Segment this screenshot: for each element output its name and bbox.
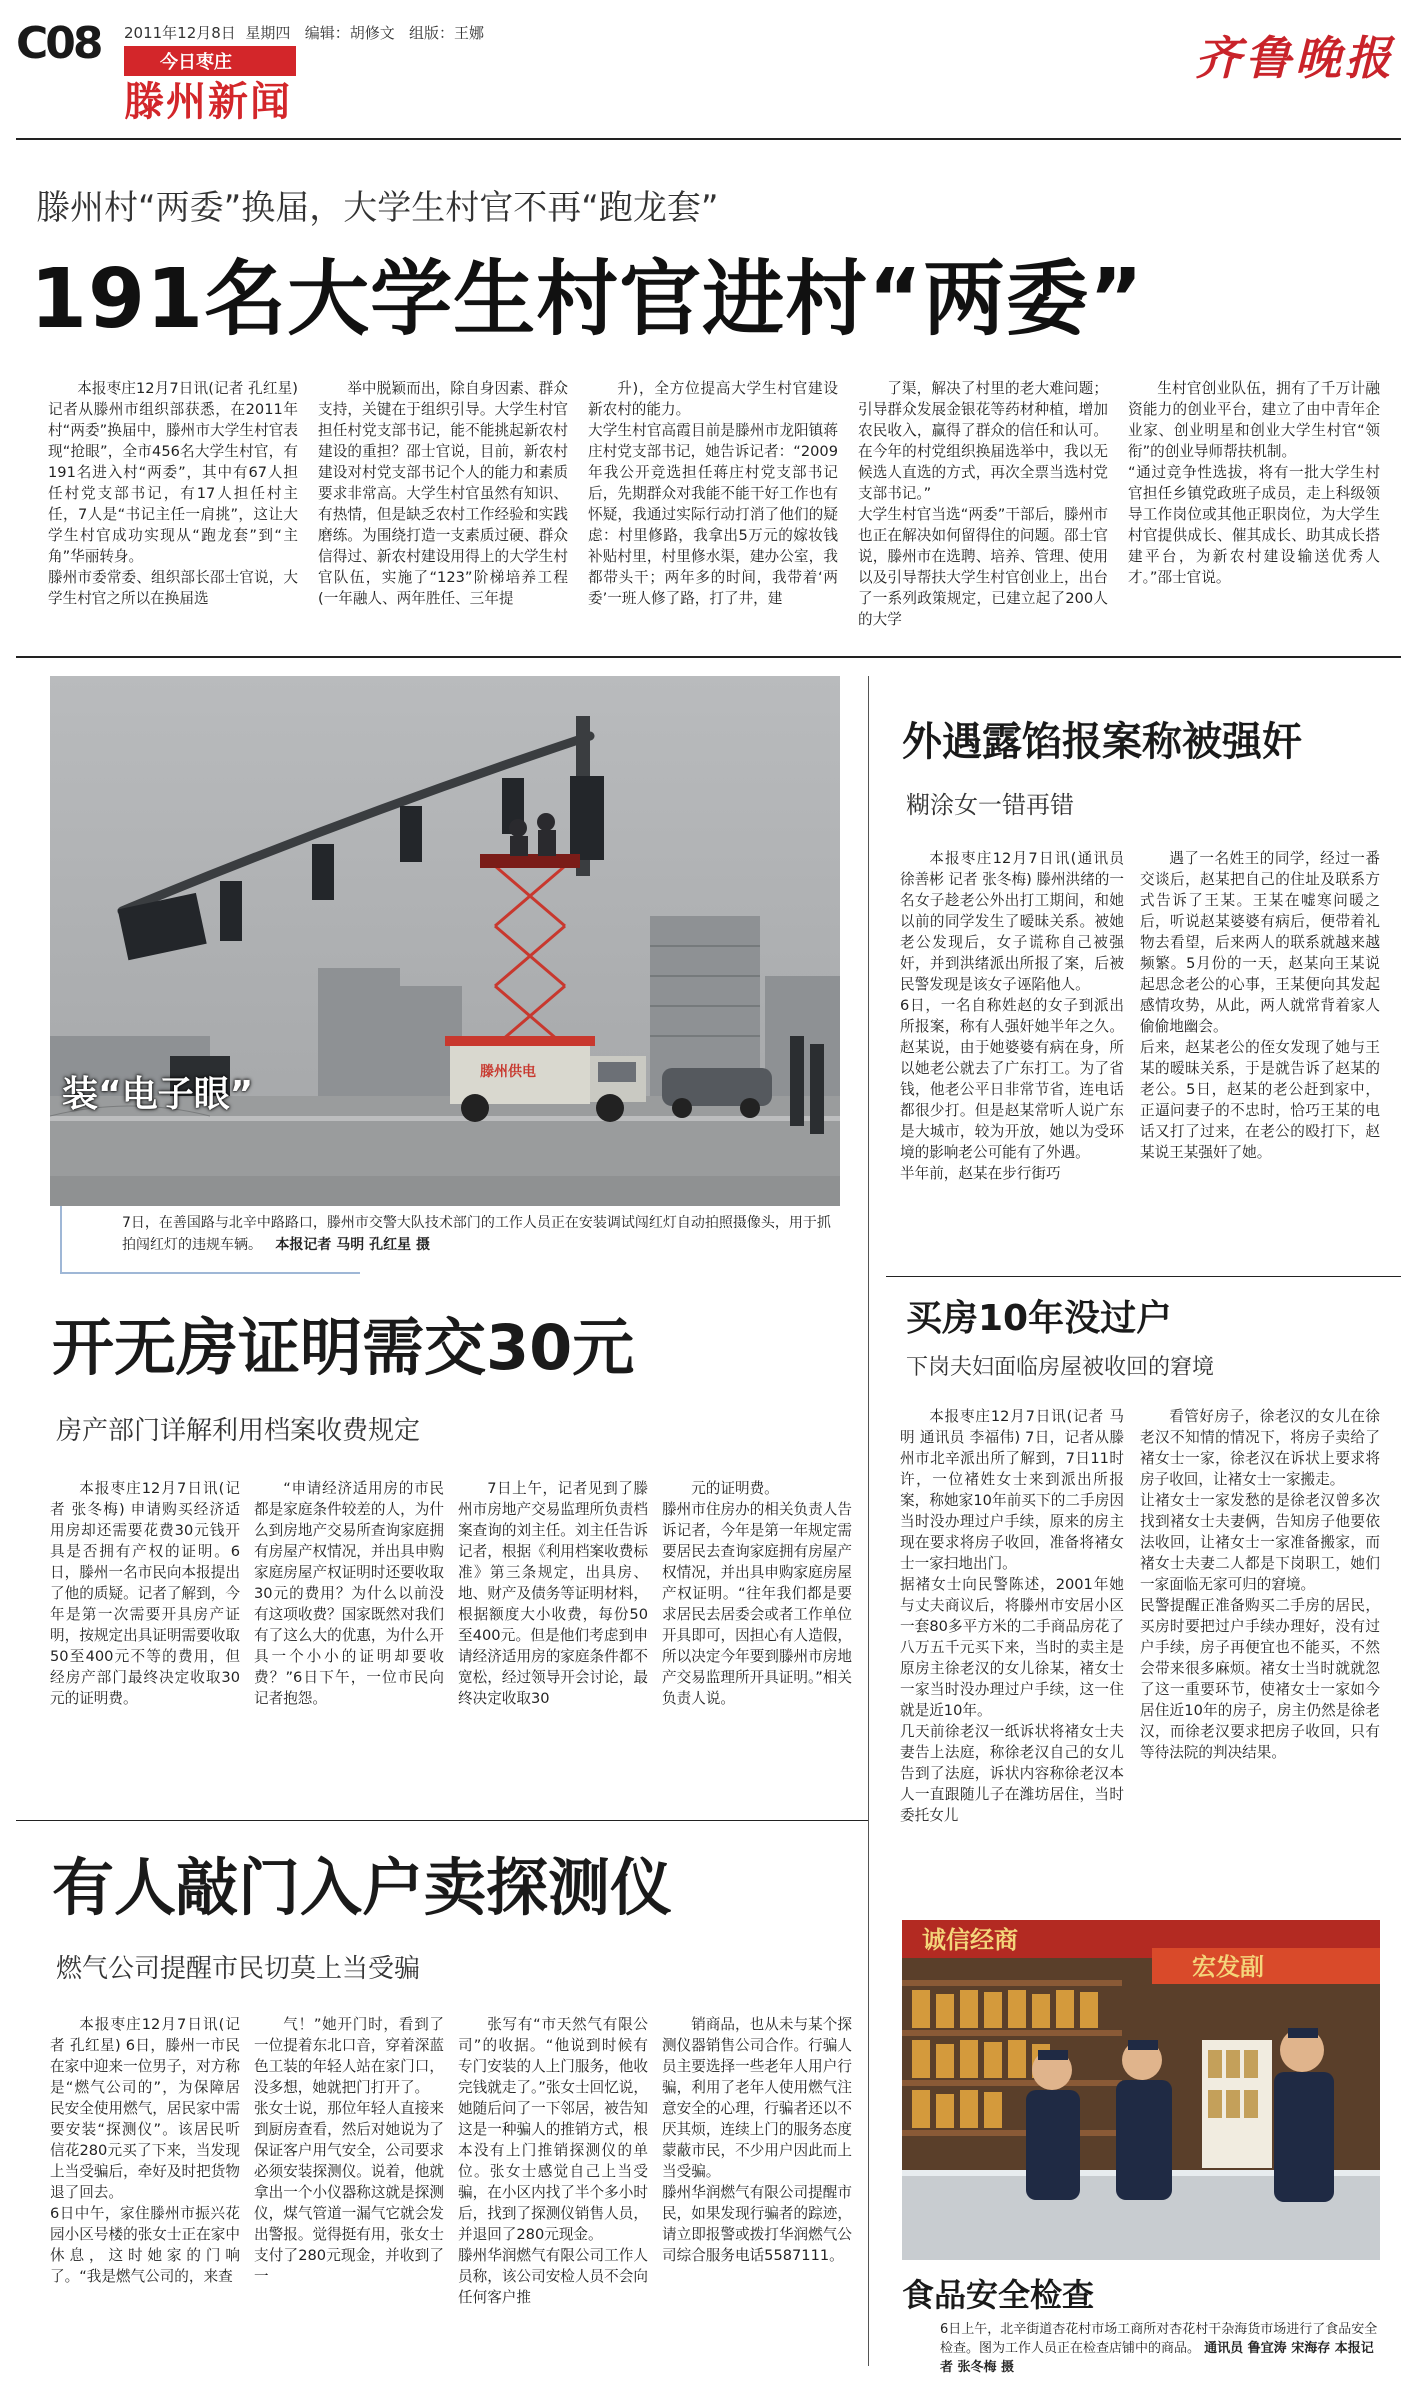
a3-col-4-text: 元的证明费。 滕州市住房办的相关负责人告诉记者，今年是第一年规定需要居民去查询家庭拥有房屋产权情况，并出具申购家庭房屋产权证明。“往年我们都是要求居民去居委会或者工作单位开具即可，因担心有人造假，所以决定今年要到滕州市房地产交易监理所开具证明。”相关负责人说。: [662, 1480, 852, 1707]
a5-col-1-text: 本报枣庄12月7日讯(记者 孔红星) 6日，滕州一市民在家中迎来一位男子，对方称是“燃气公司的”，为保障居民安全使用燃气，居民家中需要安装“探测仪”。该居民听信花280元买了下来，当发现上当受骗后，牵好及时把货物退了回去。 6日中午，家住滕州市振兴花园小区号楼的张女士正在家中休息，这时她家的门响了。“我是燃气公司的，来查: [50, 2016, 240, 2285]
photo2-label: 食品安全检查: [902, 2276, 1095, 2314]
a2-col-1: [900, 848, 1124, 1268]
section-tag: [124, 46, 296, 128]
a3-bottom-rule: [16, 1820, 868, 1821]
a1-col-5: [1128, 378, 1380, 640]
section-top: 今日枣庄: [124, 46, 296, 76]
a5-col-4: [662, 2014, 852, 2370]
photo2-caption-box: [940, 2320, 1380, 2377]
layout-credit: 组版：王娜: [409, 24, 485, 42]
a3-col-3: [458, 1478, 648, 1798]
a5-col-1: [50, 2014, 240, 2370]
a5-title: 有人敲门入户卖探测仪: [52, 1851, 673, 1924]
a4-title: 买房10年没过户: [906, 1298, 1173, 1339]
a5-col-2-text: 气！”她开门时，看到了一位提着东北口音，穿着深蓝色工装的年轻人站在家门口，没多想，她就把门打开了。 张女士说，那位年轻人直接来到厨房查看，然后对她说为了保证客户用气安全，公司要求必须安装探测仪。说着，他就拿出一个小仪器称这就是探测仪，煤气管道一漏气它就会发出警报。觉得挺有用，张女士支付了280元现金，并收到了一: [254, 2016, 444, 2285]
editor-credit: 编辑：胡修文: [304, 24, 395, 42]
photo1-caption: 7日，在善国路与北辛中路路口，滕州市交警大队技术部门的工作人员正在安装调试闯红灯自动拍照摄像头，用于抓拍闯红灯的违规车辆。: [122, 1215, 831, 1253]
a3-title: 开无房证明需交30元: [52, 1311, 635, 1384]
a1-col-4-text: 了渠，解决了村里的老大难问题；引导群众发展金银花等药材种植，增加农民收入，赢得了群众的信任和认可。在今年的村党组织换届选举中，我以无候选人直选的方式，再次全票当选村党支部书记。” 大学生村官当选“两委”干部后，滕州市也正在解决如何留得住的问题。邵士官说，滕州市在选聘、培养、管理、使用以及引导帮扶大学生村官创业上，出台了一系列政策规定，已建立起了200人的大学: [858, 380, 1108, 628]
a1-col-1-text: 本报枣庄12月7日讯(记者 孔红星) 记者从滕州市组织部获悉，在2011年村“两委”换届中，滕州市大学生村官表现“抢眼”，全市456名大学生村官，有191名进入村“两委”，其中有67人担任村党支部书记，有17人担任村主任，7人是“书记主任一肩挑”，这让大学生村官成功实现从“跑龙套”到“主角”华丽转身。 滕州市委常委、组织部长邵士官说，大学生村官之所以在换届选: [48, 380, 298, 607]
column-divider: [868, 676, 869, 2366]
a4-col-2-text: 看管好房子，徐老汉的女儿在徐老汉不知情的情况下，将房子卖给了褚女士一家，徐老汉在诉状上要求将房子收回，让褚女士一家搬走。 让褚女士一家发愁的是徐老汉曾多次找到褚女士夫妻俩，告知房子他要依法收回，让褚女士一家准备搬家，而褚女士夫妻二人都是下岗职工，她们一家面临无家可归的窘境。 民警提醒正准备购买二手房的居民，买房时要把过户手续办理好，没有过户手续，房子再便宜也不能买，不然会带来很多麻烦。褚女士当时就就忽了这一重要环节，使褚女士一家如今居住近10年的房子，房主仍然是徐老汉，而徐老汉要求把房子收回，只有等待法院的判决结果。: [1140, 1408, 1380, 1761]
a1-col-5-text: 生村官创业队伍，拥有了千万计融资能力的创业平台，建立了由中青年企业家、创业明星和创业大学生村官“领衔”的创业导师帮扶机制。 “通过竞争性选拔，将有一批大学生村官担任乡镇党政班子成员，走上科级领导工作岗位或其他正职岗位，为大学生村官提供成长、催其成长、助其成长搭建平台，为新农村建设输送优秀人才。”邵士官说。: [1128, 380, 1380, 586]
a5-col-3: [458, 2014, 648, 2370]
page-number: C08: [16, 18, 101, 69]
photo-traffic-camera: [50, 676, 840, 1206]
a3-col-1-text: 本报枣庄12月7日讯(记者 张冬梅) 申请购买经济适用房却还需要花费30元钱开具是否拥有产权的证明。6日，滕州一名市民向本报提出了他的质疑。记者了解到，今年是第一次需要开具房产证明，按规定出具证明需要收取50至400元不等的费用，但经房产部门最终决定收取30元的证明费。: [50, 1480, 240, 1707]
a1-col-2-text: 举中脱颖而出，除自身因素、群众支持，关键在于组织引导。大学生村官担任村党支部书记，能不能挑起新农村建设的重担？邵士官说，目前，新农村建设对村党支部书记个人的能力和素质要求非常高。大学生村官虽然有知识、有热情，但是缺乏农村工作经验和实践磨练。为围绕打造一支素质过硬、群众信得过、新农村建设用得上的大学生村官队伍，实施了“123”阶梯培养工程(一年融人、两年胜任、三年提: [318, 380, 568, 607]
truck-sign: 滕州供电: [480, 1064, 536, 1080]
a2-col-1-text: 本报枣庄12月7日讯(通讯员 徐善彬 记者 张冬梅) 滕州洪绪的一名女子趁老公外出打工期间，和她以前的同学发生了暧昧关系。被她老公发现后，女子谎称自己被强奸，并到洪绪派出所报了案，后被民警发现是该女子诬陷他人。 6日，一名自称姓赵的女子到派出所报案，称有人强奸她半年之久。赵某说，由于她婆婆有病在身，所以她老公就去了广东打工。为了省钱，他老公平日非常节省，连电话都很少打。但是赵某常听人说广东是大城市，较为开放，她以为受环境的影响老公可能有了外遇。 半年前，赵某在步行街巧: [900, 850, 1124, 1182]
a2-title: 外遇露馅报案称被强奸: [902, 719, 1302, 765]
a5-col-2: [254, 2014, 444, 2370]
a3-col-4: [662, 1478, 852, 1798]
a3-col-1: [50, 1478, 240, 1798]
a1-col-1: [48, 378, 298, 640]
issue-weekday: 星期四: [245, 24, 291, 42]
section-name: 滕州新闻: [124, 79, 292, 125]
a3-col-2: [254, 1478, 444, 1798]
photo1-box-bottom: [60, 1272, 360, 1274]
photo-food-safety: [902, 1920, 1380, 2260]
a5-col-3-text: 张写有“市天然气有限公司”的收据。“他说到时候有专门安装的人上门服务，他收完钱就走了。”张女士回忆说，她随后问了一下邻居，被告知这是一种骗人的推销方式，根本没有上门推销探测仪的单位。张女士感觉自己上当受骗，在小区内找了半个多小时后，找到了探测仪销售人员，并退回了280元现金。 滕州华润燃气有限公司工作人员称，该公司安检人员不会向任何客户推: [458, 2016, 648, 2306]
a4-col-1: [900, 1406, 1124, 1906]
shop-sign-right: 宏发副: [1192, 1953, 1264, 1981]
a2-col-2-text: 遇了一名姓王的同学，经过一番交谈后，赵某把自己的住址及联系方式告诉了王某。王某在嘘寒问暖之后，听说赵某婆婆有病后，便带着礼物去看望，后来两人的联系就越来越频繁。5月份的一天，赵某向王某说起思念老公的心事，王某便向其发起感情攻势，从此，两人就常背着家人偷偷地幽会。 后来，赵某老公的侄女发现了她与王某的暧昧关系，于是就告诉了赵某的老公。5日，赵某的老公赶到家中，正逼问妻子的不忠时，恰巧王某的电话又打了过来，在老公的殴打下，赵某说王某强奸了她。: [1140, 850, 1380, 1161]
photo2-caption: 6日上午，北辛街道杏花村市场工商所对杏花村干杂海货市场进行了食品安全检查。图为工作人员正在检查店铺中的商品。: [940, 2322, 1378, 2356]
a1-kicker: 滕州村“两委”换届，大学生村官不再“跑龙套”: [36, 188, 719, 228]
issue-date: 2011年12月8日: [124, 24, 236, 42]
a2-col-2: [1140, 848, 1380, 1268]
a3-subtitle: 房产部门详解利用档案收费规定: [56, 1416, 421, 1446]
a5-subtitle: 燃气公司提醒市民切莫上当受骗: [56, 1954, 421, 1984]
a3-col-3-text: 7日上午，记者见到了滕州市房地产交易监理所负责档案查询的刘主任。刘主任告诉记者，根据《利用档案收费标准》第三条规定，出具房、地、财产及债务等证明材料，根据额度大小收费，每份50至400元。但是他们考虑到申请经济适用房的家庭条件都不宽松，经过领导开会讨论，最终决定收取30: [458, 1480, 648, 1707]
a5-col-4-text: 销商品，也从未与某个探测仪器销售公司合作。行骗人员主要选择一些老年人用户行骗，利用了老年人使用燃气注意安全的心理，行骗者还以不厌其烦，连续上门的服务态度蒙蔽市民，不少用户因此而上当受骗。 滕州华润燃气有限公司提醒市民，如果发现行骗者的踪迹，请立即报警或拨打华润燃气公司综合服务电话5587111。: [662, 2016, 852, 2264]
food-safety-scene: [902, 1920, 1380, 2260]
header-rule: [16, 138, 1401, 140]
masthead-logo: 齐鲁晚报: [1195, 31, 1395, 85]
photo1-credit: 本报记者 马明 孔红星 摄: [275, 1237, 430, 1253]
a4-col-2: [1140, 1406, 1380, 1906]
photo2-credit: 通讯员 鲁宜涛 宋海存 本报记者 张冬梅 摄: [940, 2341, 1374, 2375]
a1-col-4: [858, 378, 1108, 640]
a1-title: 191名大学生村官进村“两委”: [30, 252, 1144, 347]
a2-subtitle: 糊涂女一错再错: [906, 791, 1074, 819]
a4-col-1-text: 本报枣庄12月7日讯(记者 马明 通讯员 李福伟) 7日，记者从滕州市北辛派出所了解到，7日11时许，一位褚姓女士来到派出所报案，称她家10年前买下的二手房因当时没办理过户手续，原来的房主现在要求将房子收回，准备将褚女士一家扫地出门。 据褚女士向民警陈述，2001年她与丈夫商议后，将滕州市安居小区一套80多平方米的二手商品房花了八万五千元买下来，当时的卖主是原房主徐老汉的女儿徐某，褚女士一家当时没办理过户手续，这一住就是近10年。 几天前徐老汉一纸诉状将褚女士夫妻告上法庭，称徐老汉自己的女儿告到了法庭，诉状内容称徐老汉本人一直跟随儿子在潍坊居住，当时委托女儿: [900, 1408, 1124, 1824]
a1-bottom-rule: [16, 656, 1401, 658]
traffic-camera-scene: [50, 676, 840, 1206]
header-meta: [124, 22, 484, 43]
a4-subtitle: 下岗夫妇面临房屋被收回的窘境: [906, 1355, 1215, 1380]
a1-col-3-text: 升)，全方位提高大学生村官建设新农村的能力。 大学生村官高霞目前是滕州市龙阳镇蒋庄村党支部书记，她告诉记者：“2009年我公开竞选担任蒋庄村党支部书记后，先期群众对我能不能干好工作也有怀疑，我通过实际行动打消了他们的疑虑：村里修路，我拿出5万元的嫁妆钱补贴村里，村里修水渠，建办公室，我都带头干；两年多的时间，我带着‘两委’一班人修了路，打了井，建: [588, 380, 838, 607]
photo1-label: 装“电子眼”: [62, 1074, 254, 1115]
a2-bottom-rule: [886, 1276, 1401, 1277]
a1-col-2: [318, 378, 568, 640]
a1-col-3: [588, 378, 838, 640]
shop-sign-left: 诚信经商: [922, 1926, 1018, 1954]
photo1-caption-box: [60, 1206, 840, 1276]
a3-col-2-text: “申请经济适用房的市民都是家庭条件较差的人，为什么到房地产交易所查询家庭拥有房屋产权情况，并出具申购家庭房屋产权证明时还要收取30元的费用？为什么以前没有这项收费？国家既然对我们有了这么大的优惠，为什么开具一个小小的证明却要收费？”6日下午，一位市民向记者抱怨。: [254, 1480, 444, 1707]
photo1-box-left: [60, 1206, 62, 1272]
